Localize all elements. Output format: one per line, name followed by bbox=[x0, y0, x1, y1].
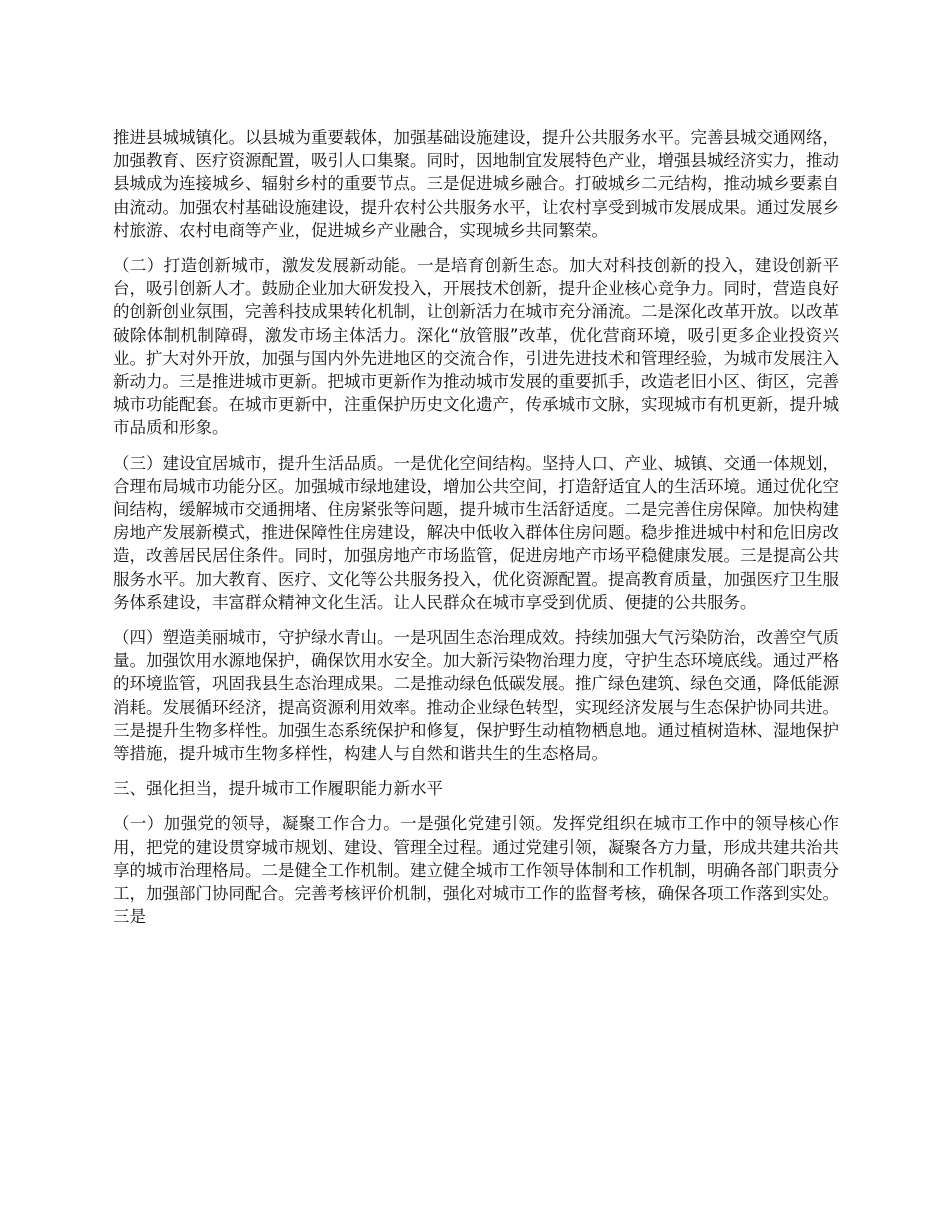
paragraph-beautiful-city: （四）塑造美丽城市，守护绿水青山。一是巩固生态治理成效。持续加强大气污染防治，改善空气质量。加强饮用水源地保护，确保饮用水安全。加大新污染物治理力度，守护生态环境底线。通过严格的环境监管，巩固我县生态治理成果。二是推动绿色低碳发展。推广绿色建筑、绿色交通，降低能源消耗。发展循环经济，提高资源利用效率。推动企业绿色转型，实现经济发展与生态保护协同共进。三是提升生物多样性。加强生态系统保护和修复，保护野生动植物栖息地。通过植树造林、湿地保护等措施，提升城市生物多样性，构建人与自然和谐共生的生态格局。 bbox=[113, 628, 839, 764]
document-body bbox=[113, 126, 839, 941]
paragraph-innovative-city: （二）打造创新城市，激发发展新动能。一是培育创新生态。加大对科技创新的投入，建设创新平台，吸引创新人才。鼓励企业加大研发投入，开展技术创新，提升企业核心竞争力。同时，营造良好的创新创业氛围，完善科技成果转化机制，让创新活力在城市充分涌流。二是深化改革开放。以改革破除体制机制障碍，激发市场主体活力。深化“放管服”改革，优化营商环境，吸引更多企业投资兴业。扩大对外开放，加强与国内外先进地区的交流合作，引进先进技术和管理经验，为城市发展注入新动力。三是推进城市更新。把城市更新作为推动城市发展的重要抓手，改造老旧小区、街区，完善城市功能配套。在城市更新中，注重保护历史文化遗产，传承城市文脉，实现城市有机更新，提升城市品质和形象。 bbox=[113, 256, 839, 438]
paragraph-livable-city: （三）建设宜居城市，提升生活品质。一是优化空间结构。坚持人口、产业、城镇、交通一体规划，合理布局城市功能分区。加强城市绿地建设，增加公共空间，打造舒适宜人的生活环境。通过优化空间结构，缓解城市交通拥堵、住房紧张等问题，提升城市生活舒适度。二是完善住房保障。加快构建房地产发展新模式，推进保障性住房建设，解决中低收入群体住房问题。稳步推进城中村和危旧房改造，改善居民居住条件。同时，加强房地产市场监管，促进房地产市场平稳健康发展。三是提高公共服务水平。加大教育、医疗、文化等公共服务投入，优化资源配置。提高教育质量，加强医疗卫生服务体系建设，丰富群众精神文化生活。让人民群众在城市享受到优质、便捷的公共服务。 bbox=[113, 453, 839, 612]
paragraph-party-leadership: （一）加强党的领导，凝聚工作合力。一是强化党建引领。发挥党组织在城市工作中的领导核心作用，把党的建设贯穿城市规划、建设、管理全过程。通过党建引领，凝聚各方力量，形成共建共治共享的城市治理格局。二是健全工作机制。建立健全城市工作领导体制和工作机制，明确各部门职责分工，加强部门协同配合。完善考核评价机制，强化对城市工作的监督考核，确保各项工作落到实处。三是 bbox=[113, 814, 839, 927]
section-heading-three: 三、强化担当，提升城市工作履职能力新水平 bbox=[113, 779, 443, 799]
paragraph-county-urbanization: 推进县城城镇化。以县城为重要载体，加强基础设施建设，提升公共服务水平。完善县城交通网络，加强教育、医疗资源配置，吸引人口集聚。同时，因地制宜发展特色产业，增强县城经济实力，推动县城成为连接城乡、辐射乡村的重要节点。三是促进城乡融合。打破城乡二元结构，推动城乡要素自由流动。加强农村基础设施建设，提升农村公共服务水平，让农村享受到城市发展成果。通过发展乡村旅游、农村电商等产业，促进城乡产业融合，实现城乡共同繁荣。 bbox=[113, 128, 839, 240]
